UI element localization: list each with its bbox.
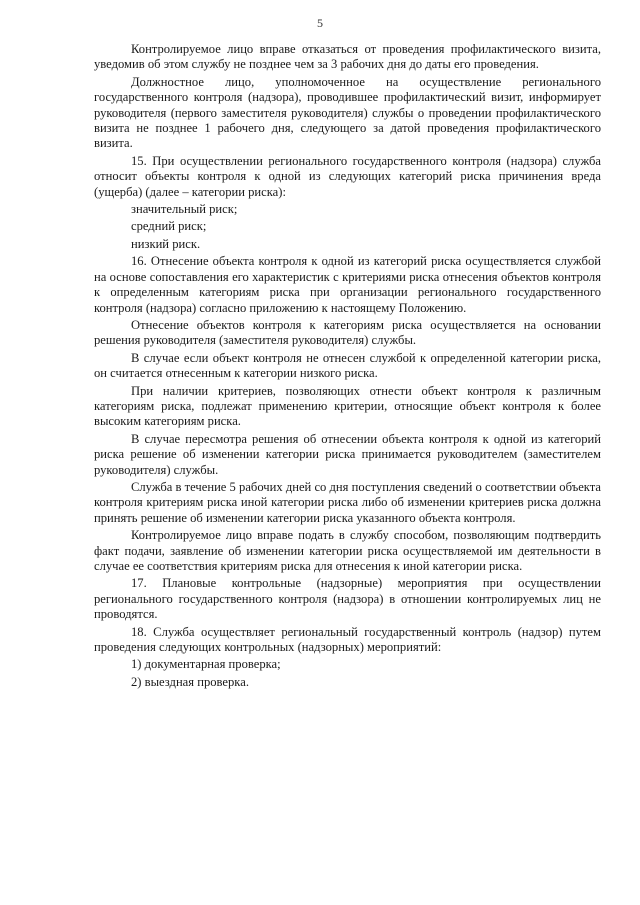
paragraph-higher-risk-criteria: При наличии критериев, позволяющих отнести объект контроля к различным категориям риска, подлежат применению критерии, относящие объект контроля к более высоким категориям риска. xyxy=(94,383,601,429)
risk-category-low: низкий риск. xyxy=(131,236,201,251)
paragraph-15-risk-categories: 15. При осуществлении регионального государственного контроля (надзора) служба относит объекты контроля к одной из следующих категорий риска причинения вреда (ущерба) (далее – категории риска): xyxy=(94,153,601,199)
document-body xyxy=(94,42,601,690)
measure-field-check: 2) выездная проверка. xyxy=(131,674,249,689)
paragraph-18-control-measures: 18. Служба осуществляет региональный государственный контроль (надзор) путем проведения следующих контрольных (надзорных) мероприятий: xyxy=(94,624,601,655)
paragraph-five-days-change: Служба в течение 5 рабочих дней со дня поступления сведений о соответствии объекта контроля критериям риска иной категории риска либо об изменении критериев риска должна принять решение об изменении категории риска указанного объекта контроля. xyxy=(94,479,601,525)
risk-category-significant: значительный риск; xyxy=(131,202,238,217)
paragraph-review-decision: В случае пересмотра решения об отнесении объекта контроля к одной из категорий риска решение об изменении категории риска принимается руководителем (заместителем руководителя) службы. xyxy=(94,431,601,477)
paragraph-official-informs: Должностное лицо, уполномоченное на осуществление регионального государственного контроля (надзора), проводившее профилактический визит, информирует руководителя (первого заместителя руководителя) службы о проведении профилактического визита не позднее 1 рабочего дня, следующего за датой проведения профилактического визита. xyxy=(94,74,601,151)
measure-documentary-check: 1) документарная проверка; xyxy=(131,657,281,672)
paragraph-controlled-person-application: Контролируемое лицо вправе подать в службу способом, позволяющим подтвердить факт подачи, заявление об изменении категории риска осуществляемой им деятельности в случае ее соответствия критериям риска для отнесения к иной категории риска. xyxy=(94,528,601,573)
paragraph-refusal-visit: Контролируемое лицо вправе отказаться от проведения профилактического визита, уведомив об этом службу не позднее чем за 3 рабочих дня до даты его проведения. xyxy=(94,42,601,72)
risk-category-medium: средний риск; xyxy=(131,219,207,234)
page-number: 5 xyxy=(317,16,323,30)
paragraph-16-assignment: 16. Отнесение объекта контроля к одной из категорий риска осуществляется службой на основе сопоставления его характеристик с критериями риска отнесения объектов контроля к определенным категориям риска при организации регионального государственного контроля (надзора) согласно приложению к настоящему Положению. xyxy=(94,254,601,315)
paragraph-17-no-planned: 17. Плановые контрольные (надзорные) мероприятия при осуществлении регионального государственного контроля (надзора) в отношении контролируемых лиц не проводятся. xyxy=(94,576,601,622)
paragraph-default-low-risk: В случае если объект контроля не отнесен службой к определенной категории риска, он считается отнесенным к категории низкого риска. xyxy=(94,350,601,381)
paragraph-assignment-decision: Отнесение объектов контроля к категориям риска осуществляется на основании решения руководителя (заместителя руководителя) службы. xyxy=(94,317,601,348)
